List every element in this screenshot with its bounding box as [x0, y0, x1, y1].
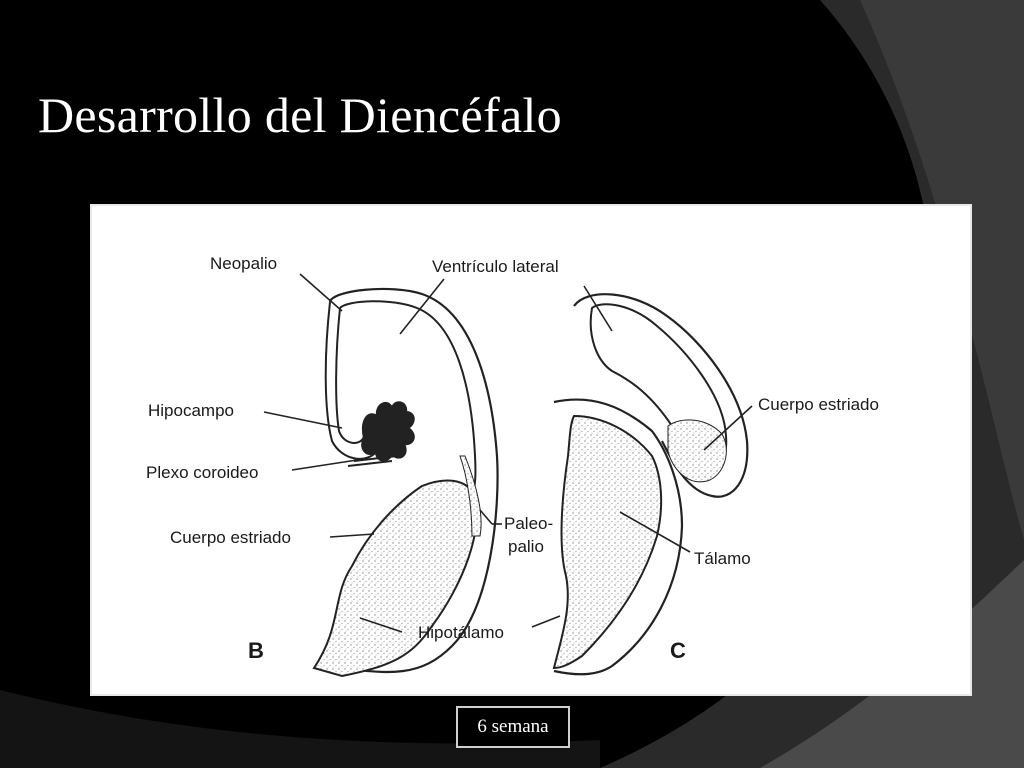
- label-hipocampo: Hipocampo: [148, 401, 234, 420]
- label-cuerpo-estriado-b: Cuerpo estriado: [170, 528, 291, 547]
- label-paleopalio-line1: Paleo-: [504, 514, 554, 533]
- label-paleopalio-line2: palio: [508, 537, 544, 556]
- label-cuerpo-estriado-c: Cuerpo estriado: [758, 395, 879, 414]
- label-panel-c: C: [670, 638, 686, 663]
- label-panel-b: B: [248, 638, 264, 663]
- panel-c-drawing: [554, 294, 747, 674]
- label-talamo: Tálamo: [694, 549, 751, 568]
- panel-b-drawing: [314, 289, 498, 676]
- label-neopalio: Neopalio: [210, 254, 278, 273]
- diencephalon-diagram: [92, 206, 970, 694]
- slide-title: Desarrollo del Diencéfalo: [38, 87, 562, 143]
- caption-box: 6 semana: [456, 706, 570, 748]
- label-plexo-coroideo: Plexo coroideo: [146, 463, 259, 482]
- label-ventriculo-lateral: Ventrículo lateral: [432, 257, 559, 276]
- label-hipotalamo: Hipotálamo: [418, 623, 504, 642]
- diencephalon-figure: [90, 204, 972, 696]
